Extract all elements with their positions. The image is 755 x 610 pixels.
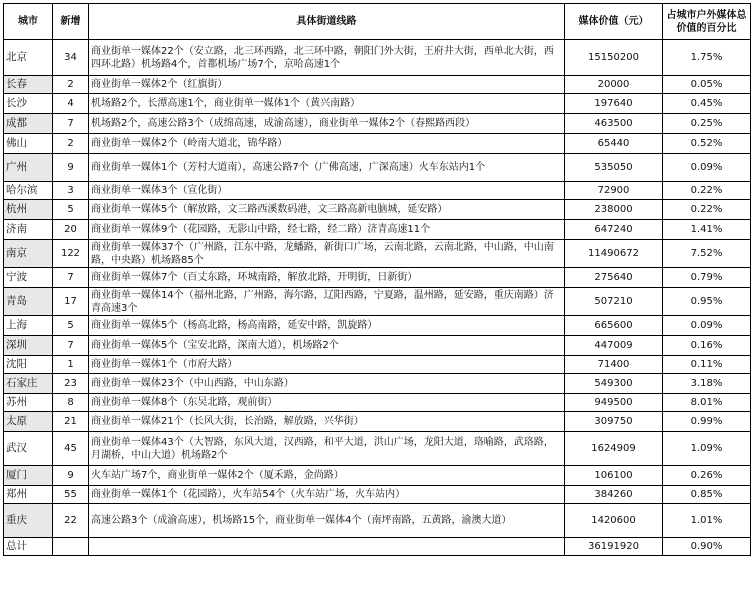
total-value-cell: 36191920 xyxy=(565,538,663,556)
table-row xyxy=(4,374,751,394)
header-value: 媒体价值（元） xyxy=(565,4,663,40)
media-value-cell: 384260 xyxy=(565,486,663,504)
media-value-cell: 15150200 xyxy=(565,40,663,76)
total-routes-cell xyxy=(89,538,565,556)
added-count-cell: 23 xyxy=(53,374,89,394)
added-count-cell: 55 xyxy=(53,486,89,504)
added-count-cell: 9 xyxy=(53,466,89,486)
city-cell: 厦门 xyxy=(4,466,53,486)
city-cell: 太原 xyxy=(4,412,53,432)
routes-cell: 商业街单一媒体2个（岭南大道北，锦华路） xyxy=(89,134,565,154)
media-value-cell: 549300 xyxy=(565,374,663,394)
table-row xyxy=(4,268,751,288)
table-row xyxy=(4,486,751,504)
routes-cell: 商业街单一媒体1个（市府大路） xyxy=(89,356,565,374)
routes-cell: 商业街单一媒体43个（大智路，东风大道，汉西路，和平大道，洪山广场，龙阳大道，珞喻路，武珞路，月湖桥，中山大道）机场路2个 xyxy=(89,432,565,466)
share-percent-cell: 0.22% xyxy=(663,182,751,200)
added-count-cell: 17 xyxy=(53,288,89,316)
city-cell: 石家庄 xyxy=(4,374,53,394)
city-cell: 苏州 xyxy=(4,394,53,412)
city-cell: 沈阳 xyxy=(4,356,53,374)
header-row xyxy=(4,4,751,40)
table-row xyxy=(4,504,751,538)
city-cell: 宁波 xyxy=(4,268,53,288)
media-value-cell: 1624909 xyxy=(565,432,663,466)
header-share: 占城市户外媒体总价值的百分比 xyxy=(663,4,751,40)
media-value-cell: 463500 xyxy=(565,114,663,134)
total-row xyxy=(4,538,751,556)
share-percent-cell: 0.05% xyxy=(663,76,751,94)
share-percent-cell: 0.25% xyxy=(663,114,751,134)
added-count-cell: 2 xyxy=(53,134,89,154)
city-cell: 重庆 xyxy=(4,504,53,538)
city-cell: 哈尔滨 xyxy=(4,182,53,200)
share-percent-cell: 0.95% xyxy=(663,288,751,316)
routes-cell: 商业街单一媒体21个（长风大街，长治路，解放路，兴华街） xyxy=(89,412,565,432)
city-cell: 济南 xyxy=(4,220,53,240)
table-row xyxy=(4,94,751,114)
table-row xyxy=(4,412,751,432)
routes-cell: 商业街单一媒体9个（花园路，无影山中路，经七路，经二路）济青高速11个 xyxy=(89,220,565,240)
table-row xyxy=(4,240,751,268)
share-percent-cell: 0.11% xyxy=(663,356,751,374)
media-value-cell: 1420600 xyxy=(565,504,663,538)
media-value-cell: 535050 xyxy=(565,154,663,182)
share-percent-cell: 1.41% xyxy=(663,220,751,240)
share-percent-cell: 0.85% xyxy=(663,486,751,504)
media-value-cell: 72900 xyxy=(565,182,663,200)
added-count-cell: 7 xyxy=(53,268,89,288)
media-value-cell: 11490672 xyxy=(565,240,663,268)
header-city: 城市 xyxy=(4,4,53,40)
share-percent-cell: 0.52% xyxy=(663,134,751,154)
table-row xyxy=(4,288,751,316)
routes-cell: 火车站广场7个，商业街单一媒体2个（厦禾路，金尚路） xyxy=(89,466,565,486)
routes-cell: 商业街单一媒体5个（杨高北路，杨高南路，延安中路，凯旋路） xyxy=(89,316,565,336)
table-row xyxy=(4,40,751,76)
city-cell: 上海 xyxy=(4,316,53,336)
routes-cell: 商业街单一媒体8个（东吴北路，观前街） xyxy=(89,394,565,412)
routes-cell: 商业街单一媒体1个（花园路），火车站54个（火车站广场，火车站内） xyxy=(89,486,565,504)
table-row xyxy=(4,432,751,466)
added-count-cell: 122 xyxy=(53,240,89,268)
city-cell: 北京 xyxy=(4,40,53,76)
city-cell: 南京 xyxy=(4,240,53,268)
added-count-cell: 8 xyxy=(53,394,89,412)
share-percent-cell: 0.79% xyxy=(663,268,751,288)
added-count-cell: 22 xyxy=(53,504,89,538)
share-percent-cell: 0.22% xyxy=(663,200,751,220)
table-row xyxy=(4,200,751,220)
share-percent-cell: 0.09% xyxy=(663,154,751,182)
header-routes: 具体街道线路 xyxy=(89,4,565,40)
share-percent-cell: 8.01% xyxy=(663,394,751,412)
table-row xyxy=(4,336,751,356)
routes-cell: 商业街单一媒体22个（安立路，北三环西路，北三环中路，朝阳门外大街，王府井大街，西单北大街，西四环北路）机场路4个，首都机场广场7个，京哈高速1个 xyxy=(89,40,565,76)
added-count-cell: 20 xyxy=(53,220,89,240)
added-count-cell: 5 xyxy=(53,316,89,336)
city-cell: 成都 xyxy=(4,114,53,134)
table-row xyxy=(4,182,751,200)
share-percent-cell: 7.52% xyxy=(663,240,751,268)
share-percent-cell: 1.75% xyxy=(663,40,751,76)
share-percent-cell: 0.16% xyxy=(663,336,751,356)
share-percent-cell: 1.09% xyxy=(663,432,751,466)
added-count-cell: 3 xyxy=(53,182,89,200)
share-percent-cell: 0.45% xyxy=(663,94,751,114)
routes-cell: 商业街单一媒体1个（芳村大道南），高速公路7个（广佛高速，广深高速）火车东站内1个 xyxy=(89,154,565,182)
city-cell: 佛山 xyxy=(4,134,53,154)
routes-cell: 商业街单一媒体14个（福州北路，广州路，海尔路，辽阳西路，宁夏路，温州路，延安路，重庆南路）济青高速3个 xyxy=(89,288,565,316)
added-count-cell: 2 xyxy=(53,76,89,94)
routes-cell: 商业街单一媒体23个（中山西路，中山东路） xyxy=(89,374,565,394)
media-value-cell: 275640 xyxy=(565,268,663,288)
routes-cell: 商业街单一媒体3个（宣化街） xyxy=(89,182,565,200)
table-row xyxy=(4,134,751,154)
share-percent-cell: 0.09% xyxy=(663,316,751,336)
added-count-cell: 45 xyxy=(53,432,89,466)
media-value-cell: 507210 xyxy=(565,288,663,316)
media-value-cell: 71400 xyxy=(565,356,663,374)
media-value-cell: 309750 xyxy=(565,412,663,432)
table-row xyxy=(4,316,751,336)
routes-cell: 商业街单一媒体2个（红旗街） xyxy=(89,76,565,94)
media-value-cell: 65440 xyxy=(565,134,663,154)
routes-cell: 高速公路3个（成渝高速），机场路15个，商业街单一媒体4个（南坪南路，五黄路，渝澳大道） xyxy=(89,504,565,538)
media-value-cell: 949500 xyxy=(565,394,663,412)
media-value-cell: 20000 xyxy=(565,76,663,94)
routes-cell: 商业街单一媒体7个（百丈东路，环城南路，解放北路，开明街，日新街） xyxy=(89,268,565,288)
routes-cell: 商业街单一媒体5个（解放路，文三路西溪数码港，文三路高新电脑城，延安路） xyxy=(89,200,565,220)
total-label-cell: 总计 xyxy=(4,538,53,556)
city-cell: 长春 xyxy=(4,76,53,94)
added-count-cell: 7 xyxy=(53,114,89,134)
routes-cell: 机场路2个，高速公路3个（成绵高速，成渝高速），商业街单一媒体2个（春熙路西段） xyxy=(89,114,565,134)
added-count-cell: 9 xyxy=(53,154,89,182)
share-percent-cell: 0.26% xyxy=(663,466,751,486)
share-percent-cell: 0.99% xyxy=(663,412,751,432)
table-row xyxy=(4,394,751,412)
table-row xyxy=(4,220,751,240)
media-value-cell: 647240 xyxy=(565,220,663,240)
added-count-cell: 34 xyxy=(53,40,89,76)
added-count-cell: 1 xyxy=(53,356,89,374)
media-value-table xyxy=(3,3,751,556)
total-share-cell: 0.90% xyxy=(663,538,751,556)
share-percent-cell: 3.18% xyxy=(663,374,751,394)
media-value-cell: 447009 xyxy=(565,336,663,356)
table-row xyxy=(4,356,751,374)
added-count-cell: 4 xyxy=(53,94,89,114)
total-added-cell xyxy=(53,538,89,556)
city-cell: 杭州 xyxy=(4,200,53,220)
city-cell: 广州 xyxy=(4,154,53,182)
routes-cell: 机场路2个，长潭高速1个，商业街单一媒体1个（黄兴南路） xyxy=(89,94,565,114)
table-row xyxy=(4,114,751,134)
city-cell: 武汉 xyxy=(4,432,53,466)
city-cell: 长沙 xyxy=(4,94,53,114)
header-added: 新增 xyxy=(53,4,89,40)
media-value-cell: 665600 xyxy=(565,316,663,336)
city-cell: 郑州 xyxy=(4,486,53,504)
city-cell: 青岛 xyxy=(4,288,53,316)
routes-cell: 商业街单一媒体37个（广州路，江东中路，龙蟠路，新街口广场，云南北路，云南北路，中山路，中山南路，中央路）机场路85个 xyxy=(89,240,565,268)
added-count-cell: 21 xyxy=(53,412,89,432)
media-value-cell: 238000 xyxy=(565,200,663,220)
media-value-cell: 197640 xyxy=(565,94,663,114)
routes-cell: 商业街单一媒体5个（宝安北路，深南大道），机场路2个 xyxy=(89,336,565,356)
city-cell: 深圳 xyxy=(4,336,53,356)
table-row xyxy=(4,466,751,486)
media-value-cell: 106100 xyxy=(565,466,663,486)
table-row xyxy=(4,76,751,94)
table-row xyxy=(4,154,751,182)
share-percent-cell: 1.01% xyxy=(663,504,751,538)
added-count-cell: 7 xyxy=(53,336,89,356)
added-count-cell: 5 xyxy=(53,200,89,220)
